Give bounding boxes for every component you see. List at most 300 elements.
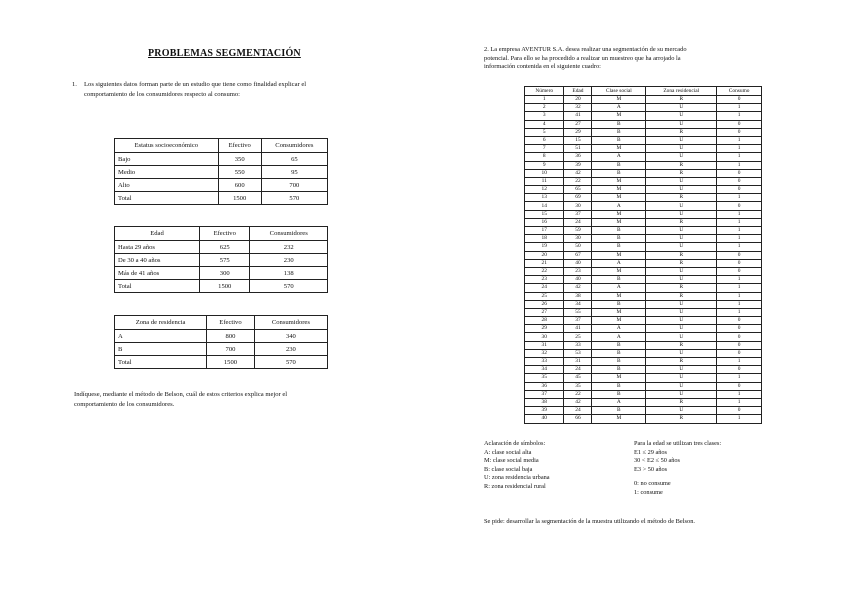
table-cell: A (592, 333, 646, 341)
legend-line: 0: no consume (634, 480, 671, 487)
table-cell: 1500 (218, 192, 261, 205)
table-cell: R (646, 398, 717, 406)
table-cell: 0 (717, 317, 762, 325)
table-row (525, 243, 762, 251)
table-header-row (115, 316, 328, 330)
table-cell: A (592, 259, 646, 267)
sample-table-body (525, 96, 762, 424)
table-cell: B (592, 349, 646, 357)
table-row (525, 194, 762, 202)
table-cell: 1 (717, 227, 762, 235)
table-cell: 13 (525, 194, 564, 202)
table-cell: A (115, 330, 207, 343)
table-cell: U (646, 104, 717, 112)
table-row (525, 96, 762, 104)
question-1-prompt-line-1: Indíquese, mediante el método de Belson, cuál de estos criterios explica mejor el (74, 391, 288, 398)
table-cell: 26 (525, 300, 564, 308)
table-cell: 350 (218, 153, 261, 166)
table-cell: 16 (525, 218, 564, 226)
table-cell: 41 (564, 325, 592, 333)
table-cell: 1 (717, 104, 762, 112)
table-cell: 5 (525, 128, 564, 136)
column-header: Número (525, 87, 564, 96)
table-cell: 1 (717, 398, 762, 406)
table-cell: 69 (564, 194, 592, 202)
table-row (525, 169, 762, 177)
table-cell: 24 (564, 407, 592, 415)
table-cell: 7 (525, 145, 564, 153)
table-cell: 39 (525, 407, 564, 415)
table-row (525, 186, 762, 194)
table-cell: 36 (525, 382, 564, 390)
table-row (525, 349, 762, 357)
table-cell: 34 (525, 366, 564, 374)
table-cell: 22 (564, 390, 592, 398)
table-row (525, 210, 762, 218)
table-row (525, 308, 762, 316)
table-cell: 15 (564, 136, 592, 144)
table-cell: 300 (200, 267, 250, 280)
table-cell: B (592, 300, 646, 308)
sample-data-table (524, 86, 762, 424)
table-cell: B (592, 358, 646, 366)
table-cell: 53 (564, 349, 592, 357)
table-cell: B (592, 390, 646, 398)
table-cell: 0 (717, 407, 762, 415)
table-row (525, 267, 762, 275)
table-cell: R (646, 341, 717, 349)
table-cell: 33 (525, 358, 564, 366)
table-cell: 42 (564, 398, 592, 406)
table-cell: 27 (525, 308, 564, 316)
table-header-row (115, 227, 328, 241)
table-cell: 66 (564, 415, 592, 423)
table-cell: 36 (564, 153, 592, 161)
table-row (115, 267, 328, 280)
table-cell: Total (115, 356, 207, 369)
table-cell: 39 (564, 161, 592, 169)
table-cell: 1 (717, 358, 762, 366)
table-cell: Hasta 29 años (115, 241, 200, 254)
table-cell: 6 (525, 136, 564, 144)
table-cell: 40 (564, 276, 592, 284)
table-age (114, 226, 328, 293)
legend-line: A: clase social alta (484, 448, 532, 456)
table-cell: R (646, 169, 717, 177)
column-header: Zona residencial (646, 87, 717, 96)
table-cell: B (592, 161, 646, 169)
table-row (525, 104, 762, 112)
table-cell: 50 (564, 243, 592, 251)
table-row (115, 241, 328, 254)
table-cell: R (646, 194, 717, 202)
table-cell: 65 (261, 153, 327, 166)
table-cell: R (646, 251, 717, 259)
table-cell: 65 (564, 186, 592, 194)
table-row (525, 333, 762, 341)
table-cell: 37 (564, 317, 592, 325)
table-cell: B (592, 366, 646, 374)
table-cell: 59 (564, 227, 592, 235)
table-cell: 41 (564, 112, 592, 120)
table-row (115, 166, 328, 179)
column-header: Efectivo (200, 227, 250, 241)
table-cell: U (646, 325, 717, 333)
table-cell: B (592, 227, 646, 235)
table-cell: 1 (717, 284, 762, 292)
table-cell: 15 (525, 210, 564, 218)
table-row (115, 179, 328, 192)
table-cell: 27 (564, 120, 592, 128)
table-cell: 0 (717, 325, 762, 333)
table-cell: U (646, 112, 717, 120)
table-row (525, 341, 762, 349)
table-cell: 21 (525, 259, 564, 267)
table-cell: 1 (717, 276, 762, 284)
table-row (525, 407, 762, 415)
table-cell: 3 (525, 112, 564, 120)
table-cell: 1 (717, 218, 762, 226)
table-cell: 32 (564, 104, 592, 112)
legend-line: 30 < E2 ≤ 50 años (634, 457, 681, 464)
question-1-number: 1. (72, 81, 77, 88)
table-cell: Bajo (115, 153, 219, 166)
table-row (525, 366, 762, 374)
table-cell: 138 (250, 267, 328, 280)
table-cell: 340 (254, 330, 327, 343)
legend-line: M: clase social media (484, 457, 539, 464)
table-cell: U (646, 136, 717, 144)
table-cell: 35 (525, 374, 564, 382)
table-row (525, 161, 762, 169)
table-cell: B (592, 169, 646, 177)
table-cell: U (646, 390, 717, 398)
table-cell: 11 (525, 177, 564, 185)
table-cell: 0 (717, 333, 762, 341)
legend-line: U: zona residencia urbana (484, 474, 550, 481)
table-cell: 23 (564, 267, 592, 275)
table-cell: U (646, 153, 717, 161)
table-cell: 29 (525, 325, 564, 333)
table-cell: 33 (564, 341, 592, 349)
table-cell: 10 (525, 169, 564, 177)
table-cell: 0 (717, 259, 762, 267)
table-cell: 232 (250, 241, 328, 254)
table-cell: M (592, 308, 646, 316)
table-cell: 0 (717, 128, 762, 136)
table-cell: R (646, 96, 717, 104)
table-row (525, 153, 762, 161)
table-row (525, 276, 762, 284)
table-cell: 1 (525, 96, 564, 104)
table-cell: 22 (525, 267, 564, 275)
table-cell: R (646, 259, 717, 267)
table-cell: 600 (218, 179, 261, 192)
table-cell: M (592, 317, 646, 325)
table-cell: U (646, 366, 717, 374)
column-header: Efectivo (218, 139, 261, 153)
table-row (115, 254, 328, 267)
question-1-line-2: comportamiento de los consumidores respecto al consumo: (84, 91, 241, 98)
table-cell: 22 (564, 177, 592, 185)
table-cell: 37 (525, 390, 564, 398)
table-cell: M (592, 415, 646, 423)
table-cell: 800 (207, 330, 255, 343)
table-row (115, 330, 328, 343)
table-cell: 0 (717, 366, 762, 374)
question-1-intro (72, 80, 306, 100)
table-cell: 1 (717, 374, 762, 382)
table-cell: Más de 41 años (115, 267, 200, 280)
table-cell: 1 (717, 292, 762, 300)
table-cell: 1 (717, 243, 762, 251)
table-cell: Total (115, 192, 219, 205)
age-class-legend (634, 440, 721, 497)
table-row (525, 128, 762, 136)
table-cell: U (646, 186, 717, 194)
table-cell: 38 (564, 292, 592, 300)
question-2-intro (484, 46, 687, 72)
table-row (525, 325, 762, 333)
question-2-line-3: información contenida en el siguiente cuadro: (484, 63, 601, 70)
table-cell: 1500 (200, 280, 250, 293)
legend-line: Para la edad se utilizan tres clases: (634, 440, 722, 447)
table-cell: U (646, 382, 717, 390)
table-cell: 14 (525, 202, 564, 210)
table-cell: A (592, 202, 646, 210)
table-cell: U (646, 349, 717, 357)
question-1-prompt (74, 390, 287, 410)
table-cell: 0 (717, 120, 762, 128)
table-cell: 8 (525, 153, 564, 161)
table-cell: U (646, 210, 717, 218)
column-header: Clase social (592, 87, 646, 96)
table-cell: U (646, 333, 717, 341)
table-row (525, 259, 762, 267)
table-cell: 570 (250, 280, 328, 293)
column-header: Consumidores (254, 316, 327, 330)
table-cell: 31 (564, 358, 592, 366)
table-row (525, 358, 762, 366)
table-cell: 0 (717, 251, 762, 259)
table-cell: 19 (525, 243, 564, 251)
table-cell: 20 (564, 96, 592, 104)
table-cell: 4 (525, 120, 564, 128)
table-cell: 32 (525, 349, 564, 357)
table-cell: U (646, 227, 717, 235)
table-cell: M (592, 194, 646, 202)
table-cell: 51 (564, 145, 592, 153)
table-cell: U (646, 317, 717, 325)
table-row (525, 374, 762, 382)
table-cell: 0 (717, 186, 762, 194)
table-cell: 34 (564, 300, 592, 308)
table-row (525, 284, 762, 292)
table-cell: 28 (525, 317, 564, 325)
table-cell: R (646, 358, 717, 366)
table-cell: M (592, 112, 646, 120)
table-cell: 37 (564, 210, 592, 218)
table-cell: M (592, 186, 646, 194)
column-header: Zona de residencia (115, 316, 207, 330)
table-cell: 20 (525, 251, 564, 259)
table-cell: 35 (564, 382, 592, 390)
table-cell: 700 (207, 343, 255, 356)
table-cell: U (646, 235, 717, 243)
table-cell: M (592, 374, 646, 382)
table-header-row (525, 87, 762, 96)
table-cell: 1 (717, 300, 762, 308)
table-row (115, 280, 328, 293)
table-row (115, 356, 328, 369)
column-header: Edad (115, 227, 200, 241)
table-cell: 0 (717, 96, 762, 104)
table-cell: 24 (525, 284, 564, 292)
table-cell: 25 (564, 333, 592, 341)
table-row (115, 153, 328, 166)
table-cell: U (646, 145, 717, 153)
legend-line: E1 ≤ 29 años (634, 448, 668, 456)
legend-line: R: zona residencial rural (484, 482, 546, 490)
table-cell: 95 (261, 166, 327, 179)
table-row (525, 235, 762, 243)
table-row (115, 192, 328, 205)
table-cell: M (592, 251, 646, 259)
right-page (478, 0, 778, 601)
table-row (525, 227, 762, 235)
table-row (525, 300, 762, 308)
table-cell: B (592, 341, 646, 349)
table-row (525, 382, 762, 390)
table-cell: 625 (200, 241, 250, 254)
table-cell: M (592, 145, 646, 153)
table-cell: U (646, 300, 717, 308)
table-cell: 12 (525, 186, 564, 194)
table-cell: M (592, 292, 646, 300)
table-cell: 40 (525, 415, 564, 423)
table-cell: 38 (525, 398, 564, 406)
table-row (525, 202, 762, 210)
table-cell: 0 (717, 177, 762, 185)
legend-line: E3 > 50 años (634, 465, 668, 473)
table-cell: Alto (115, 179, 219, 192)
table-cell: U (646, 276, 717, 284)
table-cell: U (646, 120, 717, 128)
table-cell: M (592, 177, 646, 185)
table-cell: Medio (115, 166, 219, 179)
table-cell: 1 (717, 390, 762, 398)
table-cell: 1 (717, 112, 762, 120)
table-cell: 0 (717, 169, 762, 177)
table-cell: 1 (717, 161, 762, 169)
table-cell: 42 (564, 284, 592, 292)
table-row (525, 292, 762, 300)
table-cell: U (646, 202, 717, 210)
column-header: Consumidores (261, 139, 327, 153)
table-cell: 67 (564, 251, 592, 259)
table-cell: 40 (564, 259, 592, 267)
table-row (525, 415, 762, 423)
table-cell: 23 (525, 276, 564, 284)
table-row (525, 390, 762, 398)
table-cell: M (592, 210, 646, 218)
table-row (525, 145, 762, 153)
table-cell: B (592, 243, 646, 251)
question-2-line-1: 2. La empresa AVENTUR S.A. desea realizar una segmentación de su mercado (484, 46, 687, 53)
table-cell: M (592, 96, 646, 104)
table-socioeconomic (114, 138, 328, 205)
table-cell: B (592, 128, 646, 136)
table-cell: M (592, 218, 646, 226)
table-cell: 1 (717, 235, 762, 243)
table-cell: 30 (525, 333, 564, 341)
table-row (525, 398, 762, 406)
table-cell: A (592, 284, 646, 292)
table-cell: 1 (717, 415, 762, 423)
table-row (525, 136, 762, 144)
table-cell: 24 (564, 218, 592, 226)
left-page (60, 0, 390, 601)
table-cell: 700 (261, 179, 327, 192)
table-cell: B (115, 343, 207, 356)
table-cell: 1 (717, 136, 762, 144)
table-residence-zone (114, 315, 328, 369)
table-cell: 550 (218, 166, 261, 179)
table-cell: B (592, 382, 646, 390)
table-cell: R (646, 284, 717, 292)
table-cell: 45 (564, 374, 592, 382)
legend-line: Aclaración de símbolos: (484, 440, 546, 447)
table-cell: De 30 a 40 años (115, 254, 200, 267)
table-cell: R (646, 128, 717, 136)
table-cell: 1 (717, 153, 762, 161)
table-cell: 230 (250, 254, 328, 267)
table-cell: 0 (717, 382, 762, 390)
table-cell: A (592, 104, 646, 112)
table-cell: 29 (564, 128, 592, 136)
table-cell: 2 (525, 104, 564, 112)
table-cell: 42 (564, 169, 592, 177)
table-cell: 1500 (207, 356, 255, 369)
table-cell: 0 (717, 202, 762, 210)
legend-line: B: clase social baja (484, 465, 533, 473)
column-header: Edad (564, 87, 592, 96)
table-row (525, 317, 762, 325)
table-cell: 9 (525, 161, 564, 169)
table-row (115, 343, 328, 356)
table-cell: 25 (525, 292, 564, 300)
question-1-prompt-line-2: comportamiento de los consumidores. (74, 401, 175, 408)
table-cell: 570 (254, 356, 327, 369)
table-row (525, 177, 762, 185)
table-cell: B (592, 407, 646, 415)
table-header-row (115, 139, 328, 153)
table-cell: B (592, 120, 646, 128)
column-header: Consumo (717, 87, 762, 96)
table-cell: M (592, 267, 646, 275)
table-cell: U (646, 308, 717, 316)
table-cell: U (646, 177, 717, 185)
table-row (525, 120, 762, 128)
table-cell: R (646, 415, 717, 423)
column-header: Consumidores (250, 227, 328, 241)
table-cell: 24 (564, 366, 592, 374)
table-cell: B (592, 235, 646, 243)
table-cell: 0 (717, 267, 762, 275)
table-row (525, 218, 762, 226)
column-header: Efectivo (207, 316, 255, 330)
table-cell: 1 (717, 308, 762, 316)
